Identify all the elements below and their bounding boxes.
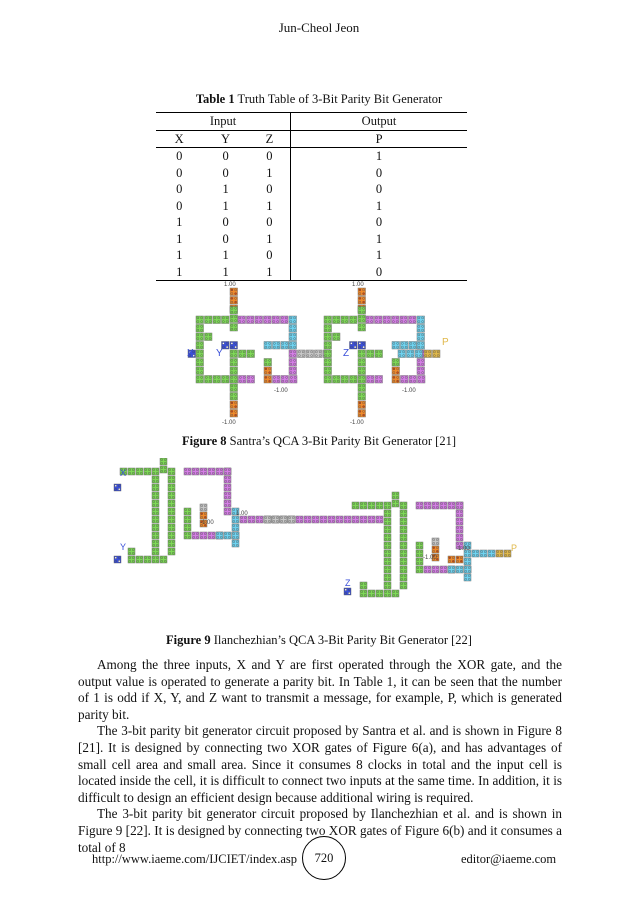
cell: 1 bbox=[291, 148, 467, 165]
cell: 0 bbox=[222, 165, 229, 180]
label-neg-1: -1.00 bbox=[274, 388, 288, 394]
quantum-dot bbox=[457, 557, 459, 559]
label-pos-2: 1.00 bbox=[352, 282, 364, 288]
cell: 0 bbox=[176, 182, 183, 197]
quantum-dot bbox=[118, 488, 120, 490]
table-title: Truth Table of 3-Bit Parity Bit Generator bbox=[237, 92, 443, 106]
quantum-dot bbox=[393, 376, 395, 378]
figure-9-qca-layout bbox=[112, 458, 532, 608]
cell: 1 bbox=[222, 182, 229, 197]
quantum-dot bbox=[350, 342, 352, 344]
cell: 0 bbox=[291, 181, 467, 198]
cell: 1 bbox=[291, 198, 467, 215]
quantum-dot bbox=[363, 406, 365, 408]
cell: 1 bbox=[222, 198, 229, 213]
label-x: X bbox=[120, 468, 127, 478]
quantum-dot bbox=[269, 380, 271, 382]
table-row bbox=[156, 165, 467, 182]
figure-8-caption bbox=[0, 434, 638, 449]
figure-8-qca-layout bbox=[178, 278, 468, 428]
cell: 1 bbox=[266, 198, 273, 213]
quantum-dot bbox=[345, 589, 347, 591]
cell: 1 bbox=[249, 264, 291, 281]
quantum-dot bbox=[393, 368, 395, 370]
body-text bbox=[78, 657, 562, 856]
col-y: Y bbox=[202, 130, 248, 148]
table-row bbox=[156, 231, 467, 248]
figure-9-label: Figure 9 bbox=[166, 633, 211, 647]
label-p: P bbox=[511, 543, 518, 553]
quantum-dot bbox=[363, 414, 365, 416]
cell: 0 bbox=[222, 149, 229, 164]
qca-cell-grid bbox=[114, 458, 511, 597]
group-output: Output bbox=[291, 113, 467, 131]
table-row bbox=[156, 148, 467, 165]
quantum-dot bbox=[359, 289, 361, 291]
quantum-dot bbox=[397, 380, 399, 382]
figure-8-label: Figure 8 bbox=[181, 434, 227, 448]
cell: 1 bbox=[266, 165, 273, 180]
paragraph: The 3-bit parity bit generator circuit proposed by Santra et al. and is shown in Figure 8 [21]. It is designed by connecting two XOR gates of Figure 6(a), and has advantages of small cell area and small area. Since it consumes 8 clocks in total and the input cell is located inside the cell, it is difficult to connect two inputs at the same time. In addition, it is difficult to design an efficient design because additional wiring is required. bbox=[78, 723, 562, 805]
quantum-dot bbox=[226, 346, 228, 348]
label-pos-1: 1.00 bbox=[224, 282, 236, 288]
table-label: Table 1 bbox=[195, 92, 235, 106]
quantum-dot bbox=[115, 557, 117, 559]
table-caption bbox=[0, 92, 638, 107]
quantum-dot bbox=[354, 346, 356, 348]
quantum-dot bbox=[231, 297, 233, 299]
cell: 0 bbox=[291, 264, 467, 281]
cell: 1 bbox=[291, 247, 467, 264]
quantum-dot bbox=[265, 376, 267, 378]
paragraph: Among the three inputs, X and Y are first operated through the XOR gate, and the output value is operated to generate a parity bit. In Table 1, it can be seen that the number of 1 is odd if X, Y, and Z want to transmit a message, for example, P, which is generated parity bit. bbox=[78, 657, 562, 722]
quantum-dot bbox=[452, 560, 454, 562]
col-p: P bbox=[291, 130, 467, 148]
quantum-dot bbox=[359, 410, 361, 412]
cell: 1 bbox=[176, 248, 183, 263]
label-neg-4: -1.00 bbox=[350, 420, 364, 426]
quantum-dot bbox=[397, 372, 399, 374]
table-row bbox=[156, 198, 467, 215]
quantum-dot bbox=[235, 346, 237, 348]
label-y: Y bbox=[216, 348, 223, 359]
quantum-dot bbox=[201, 513, 203, 515]
table-row bbox=[156, 214, 467, 231]
figure-8-title: Santra’s QCA 3-Bit Parity Bit Generator [21] bbox=[229, 434, 457, 448]
quantum-dot bbox=[433, 547, 435, 549]
figure-9-title: Ilanchezhian’s QCA 3-Bit Parity Bit Generator [22] bbox=[213, 633, 472, 647]
quantum-dot bbox=[235, 406, 237, 408]
col-z: Z bbox=[249, 130, 291, 148]
quantum-dot bbox=[359, 297, 361, 299]
quantum-dot bbox=[115, 485, 117, 487]
quantum-dot bbox=[359, 342, 361, 344]
label-pos-1: 1.00 bbox=[236, 511, 248, 517]
cell: 1 bbox=[266, 231, 273, 246]
truth-table bbox=[156, 112, 467, 281]
running-header: Jun-Cheol Jeon bbox=[278, 20, 360, 35]
table-row bbox=[156, 247, 467, 264]
cell: 1 bbox=[291, 231, 467, 248]
cell: 1 bbox=[202, 264, 248, 281]
col-x: X bbox=[156, 130, 202, 148]
paragraph: The 3-bit parity bit generator circuit proposed by Ilanchezhian et al. and is shown in Figure 9 [22]. It is designed by connecting two XOR gates of Figure 6(b) and it consumes a total of 8 bbox=[78, 806, 562, 855]
label-pos-2: 1.00 bbox=[458, 546, 470, 552]
label-y: Y bbox=[120, 542, 127, 552]
label-neg-3: -1.00 bbox=[222, 420, 236, 426]
quantum-dot bbox=[460, 560, 462, 562]
quantum-dot bbox=[269, 372, 271, 374]
quantum-dot bbox=[265, 368, 267, 370]
label-z: Z bbox=[345, 578, 351, 588]
quantum-dot bbox=[348, 592, 350, 594]
cell: 0 bbox=[266, 215, 273, 230]
label-p: P bbox=[442, 337, 449, 348]
quantum-dot bbox=[449, 557, 451, 559]
page-number: 720 bbox=[302, 836, 346, 880]
cell: 0 bbox=[266, 248, 273, 263]
group-input: Input bbox=[156, 113, 291, 131]
quantum-dot bbox=[231, 342, 233, 344]
label-neg-2: -1.00 bbox=[402, 388, 416, 394]
quantum-dot bbox=[231, 410, 233, 412]
label-neg-1: -1.00 bbox=[200, 520, 214, 526]
quantum-dot bbox=[231, 289, 233, 291]
cell: 1 bbox=[156, 264, 202, 281]
cell: 0 bbox=[291, 165, 467, 182]
cell: 0 bbox=[176, 165, 183, 180]
figure-9-caption bbox=[0, 633, 638, 648]
cell: 0 bbox=[266, 149, 273, 164]
label-x: X bbox=[187, 348, 194, 359]
label-z: Z bbox=[343, 348, 350, 359]
quantum-dot bbox=[363, 301, 365, 303]
table-group-header bbox=[156, 113, 467, 131]
cell: 1 bbox=[222, 248, 229, 263]
label-neg-2: -1.00 bbox=[423, 555, 437, 561]
qca-cell-grid bbox=[188, 288, 440, 417]
quantum-dot bbox=[204, 516, 206, 518]
cell: 1 bbox=[176, 231, 183, 246]
cell: 0 bbox=[266, 182, 273, 197]
cell: 0 bbox=[222, 231, 229, 246]
quantum-dot bbox=[118, 560, 120, 562]
quantum-dot bbox=[359, 402, 361, 404]
quantum-dot bbox=[363, 346, 365, 348]
cell: 0 bbox=[176, 149, 183, 164]
quantum-dot bbox=[235, 293, 237, 295]
footer-email[interactable]: editor@iaeme.com bbox=[461, 852, 557, 866]
cell: 0 bbox=[222, 215, 229, 230]
table-row bbox=[156, 181, 467, 198]
quantum-dot bbox=[235, 414, 237, 416]
footer-url[interactable]: http://www.iaeme.com/IJCIET/index.asp bbox=[92, 852, 298, 866]
quantum-dot bbox=[235, 301, 237, 303]
cell: 1 bbox=[176, 215, 183, 230]
quantum-dot bbox=[222, 342, 224, 344]
quantum-dot bbox=[363, 293, 365, 295]
cell: 0 bbox=[176, 198, 183, 213]
cell: 0 bbox=[291, 214, 467, 231]
table-column-header bbox=[156, 130, 467, 148]
quantum-dot bbox=[436, 550, 438, 552]
quantum-dot bbox=[231, 402, 233, 404]
